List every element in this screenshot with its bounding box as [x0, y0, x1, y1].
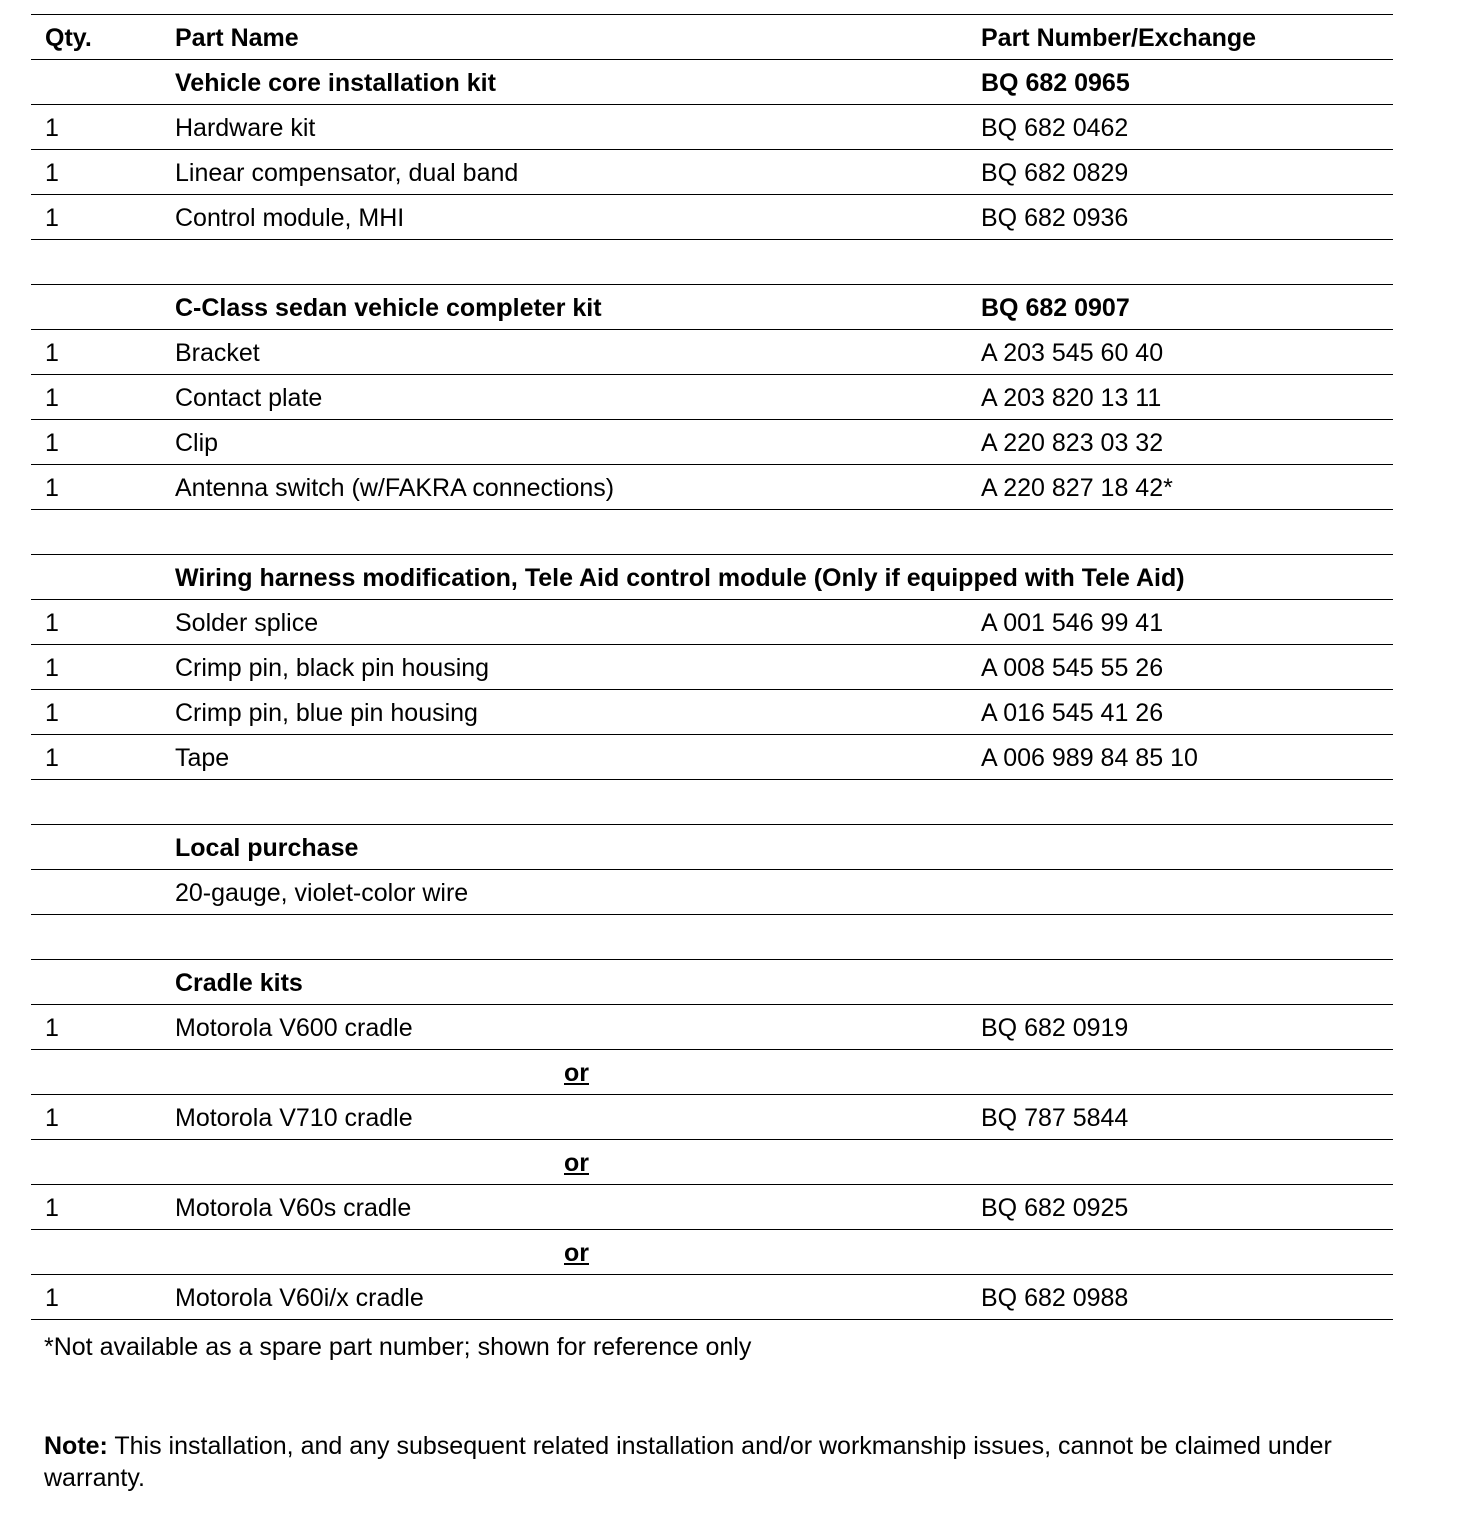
or-row: [31, 1049, 1393, 1094]
part-number-cell: A 006 989 84 85 10: [981, 744, 1198, 772]
section-title: C-Class sedan vehicle completer kit: [175, 294, 602, 322]
table-row: [31, 329, 1393, 374]
qty-cell: 1: [45, 429, 59, 457]
part-number-cell: A 220 827 18 42*: [981, 474, 1173, 502]
spacer-row: [31, 239, 1393, 284]
table-row: [31, 194, 1393, 239]
qty-cell: 1: [45, 1104, 59, 1132]
note-text: This installation, and any subsequent related installation and/or workmanship issues, cannot be claimed under warranty.: [44, 1432, 1332, 1492]
section-title-row: [31, 959, 1393, 1004]
qty-cell: 1: [45, 1284, 59, 1312]
or-separator: or: [564, 1059, 589, 1087]
qty-cell: 1: [45, 204, 59, 232]
or-row: [31, 1229, 1393, 1274]
table-row: [31, 1274, 1393, 1320]
part-name-cell: Motorola V60s cradle: [175, 1194, 412, 1222]
qty-cell: 1: [45, 744, 59, 772]
part-number-cell: BQ 787 5844: [981, 1104, 1129, 1132]
qty-cell: 1: [45, 114, 59, 142]
section-title-row: [31, 824, 1393, 869]
section-title: Local purchase: [175, 834, 359, 862]
table-row: [31, 644, 1393, 689]
part-number-cell: A 016 545 41 26: [981, 699, 1164, 727]
part-number-cell: BQ 682 0936: [981, 204, 1129, 232]
part-name-cell: Crimp pin, blue pin housing: [175, 699, 478, 727]
part-number-cell: BQ 682 0462: [981, 114, 1129, 142]
part-name-cell: Motorola V710 cradle: [175, 1104, 413, 1132]
part-name-cell: Crimp pin, black pin housing: [175, 654, 490, 682]
part-name-cell: Bracket: [175, 339, 260, 367]
spacer-row: [31, 779, 1393, 824]
part-number-cell: A 220 823 03 32: [981, 429, 1164, 457]
qty-cell: 1: [45, 384, 59, 412]
part-name-cell: Motorola V600 cradle: [175, 1014, 413, 1042]
part-name-cell: Contact plate: [175, 384, 323, 412]
part-number-cell: A 203 820 13 11: [981, 384, 1162, 412]
qty-cell: 1: [45, 339, 59, 367]
spacer-row: [31, 509, 1393, 554]
table-row: [31, 869, 1393, 914]
section-part-number: BQ 682 0965: [981, 69, 1130, 97]
section-part-number: BQ 682 0907: [981, 294, 1130, 322]
part-name-cell: Control module, MHI: [175, 204, 405, 232]
footnote: *Not available as a spare part number; shown for reference only: [44, 1333, 752, 1361]
qty-cell: 1: [45, 474, 59, 502]
table-row: [31, 149, 1393, 194]
section-title: Cradle kits: [175, 969, 303, 997]
part-number-cell: BQ 682 0925: [981, 1194, 1129, 1222]
spacer-row: [31, 914, 1393, 959]
table-row: [31, 689, 1393, 734]
part-name-cell: Solder splice: [175, 609, 319, 637]
header-qty: Qty.: [45, 24, 92, 52]
qty-cell: 1: [45, 1194, 59, 1222]
part-name-cell: Motorola V60i/x cradle: [175, 1284, 424, 1312]
header-part-number: Part Number/Exchange: [981, 24, 1257, 52]
part-name-cell: Antenna switch (w/FAKRA connections): [175, 474, 615, 502]
part-number-cell: BQ 682 0919: [981, 1014, 1129, 1042]
section-title: Wiring harness modification, Tele Aid control module (Only if equipped with Tele Aid): [175, 564, 1185, 592]
or-separator: or: [564, 1239, 589, 1267]
table-row: [31, 599, 1393, 644]
or-separator: or: [564, 1149, 589, 1177]
part-number-cell: A 008 545 55 26: [981, 654, 1164, 682]
qty-cell: 1: [45, 159, 59, 187]
table-row: [31, 419, 1393, 464]
note-label: Note:: [44, 1432, 108, 1460]
table-row: [31, 1004, 1393, 1049]
part-name-cell: Tape: [175, 744, 230, 772]
part-number-cell: A 001 546 99 41: [981, 609, 1164, 637]
part-name-cell: 20-gauge, violet-color wire: [175, 879, 469, 907]
table-header-row: [31, 14, 1393, 59]
section-title-row: [31, 59, 1393, 104]
section-title-row: [31, 554, 1393, 599]
table-row: [31, 734, 1393, 779]
qty-cell: 1: [45, 609, 59, 637]
part-number-cell: BQ 682 0988: [981, 1284, 1129, 1312]
part-number-cell: BQ 682 0829: [981, 159, 1129, 187]
table-row: [31, 1184, 1393, 1229]
table-row: [31, 104, 1393, 149]
parts-table: [31, 14, 1393, 1320]
section-title: Vehicle core installation kit: [175, 69, 496, 97]
part-name-cell: Linear compensator, dual band: [175, 159, 519, 187]
part-name-cell: Clip: [175, 429, 219, 457]
section-title-row: [31, 284, 1393, 329]
header-part-name: Part Name: [175, 24, 299, 52]
part-number-cell: A 203 545 60 40: [981, 339, 1164, 367]
part-name-cell: Hardware kit: [175, 114, 316, 142]
qty-cell: 1: [45, 1014, 59, 1042]
note-paragraph: [44, 1430, 1344, 1494]
qty-cell: 1: [45, 654, 59, 682]
table-row: [31, 464, 1393, 509]
qty-cell: 1: [45, 699, 59, 727]
or-row: [31, 1139, 1393, 1184]
table-row: [31, 1094, 1393, 1139]
table-row: [31, 374, 1393, 419]
